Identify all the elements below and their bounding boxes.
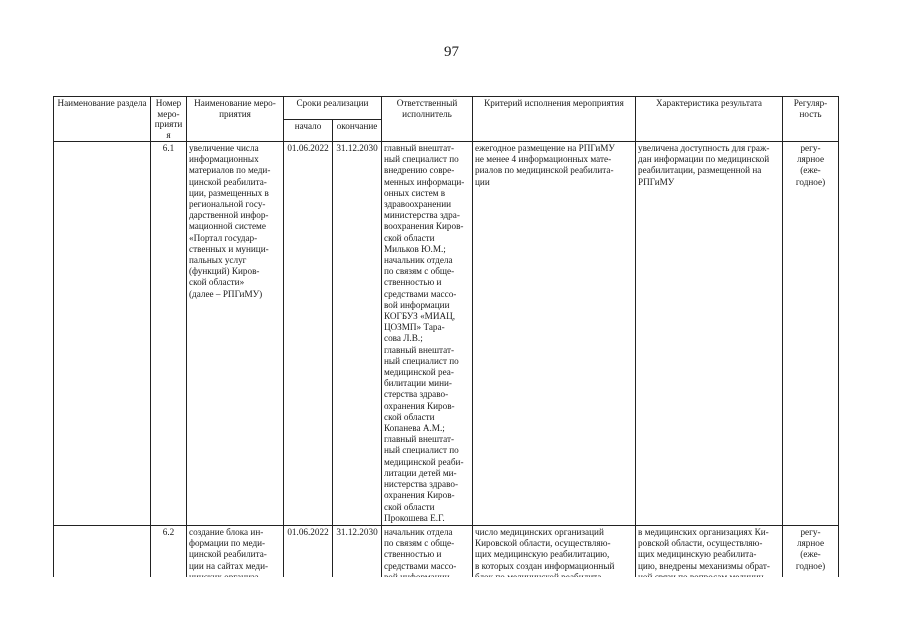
cell-start: 01.06.2022 xyxy=(284,525,333,595)
cell-end: 31.12.2030 xyxy=(333,525,382,595)
cell-result: в медицинских организациях Ки- ровской области, осуществляю- щих медицинскую реабилита- цию, внедрены механизмы обрат- xyxy=(636,525,783,595)
header-responsible: Ответственный исполнитель xyxy=(382,97,473,142)
cell-responsible: главный внештат- ный специалист по внедрению совре- менных информаци- онных систем в здравоохранении министерства здра- воохранения Киров- ской области Мильков Ю.М.; начальник отдела по связям с обще- ственностью и средствами массо- вой информации КОГБУЗ «МИАЦ, ЦОЗМП» Тара- сова Л.В.; главный внештат- ный специалист по медицинской реа- билитации мини- стерства здраво- охранения Киров- ской области Копанева А.М.; главный внештат- ный специалист по медицинской реаби- литации детей ми- нистерства здраво- охранения Киров- ской области Прокошева Е.Г. xyxy=(382,142,473,526)
page-bottom-margin xyxy=(0,577,903,640)
header-end: окончание xyxy=(333,119,382,142)
cell-regularity: регу- лярное (еже- годное) xyxy=(783,142,839,526)
header-name: Наименование меро-приятия xyxy=(187,97,284,142)
cell-number: 6.2 xyxy=(151,525,187,595)
cell-end: 31.12.2030 xyxy=(333,142,382,526)
header-start: начало xyxy=(284,119,333,142)
header-number: Номер меро-приятия xyxy=(151,97,187,142)
cell-name: увеличение числа информационных материалов по меди- цинской реабилита- ции, размещенных в региональной госу- дарственной инфор- мационной системе «Портал государ- ственных и муници- пальных услуг (функций) Киров- ской области» (далее – РПГиМУ) xyxy=(187,142,284,526)
cell-section xyxy=(54,142,151,526)
cell-name: создание блока ин- формации по меди- цинской реабилита- ции на сайтах меди- xyxy=(187,525,284,595)
cell-result: увеличена доступность для граж- дан информации по медицинской реабилитации, размещенной на РПГиМУ xyxy=(636,142,783,526)
cell-number: 6.1 xyxy=(151,142,187,526)
header-terms: Сроки реализации xyxy=(284,97,382,120)
cell-start: 01.06.2022 xyxy=(284,142,333,526)
table-row xyxy=(54,142,839,526)
header-row xyxy=(54,97,839,120)
activities-table xyxy=(53,96,839,596)
header-section: Наименование раздела xyxy=(54,97,151,142)
header-regularity: Регуляр-ность xyxy=(783,97,839,142)
cell-criterion: число медицинских организаций Кировской области, осуществляю- щих медицинскую реабилитацию, в которых создан информационный xyxy=(473,525,636,595)
cell-criterion: ежегодное размещение на РПГиМУ не менее 4 информационных мате- риалов по медицинской реабилита- ции xyxy=(473,142,636,526)
header-result: Характеристика результата xyxy=(636,97,783,142)
cell-regularity: регу- лярное (еже- годное) xyxy=(783,525,839,595)
cell-responsible: начальник отдела по связям с обще- ственностью и средствами массо- xyxy=(382,525,473,595)
header-criterion: Критерий исполнения мероприятия xyxy=(473,97,636,142)
page-number: 97 xyxy=(444,44,459,60)
